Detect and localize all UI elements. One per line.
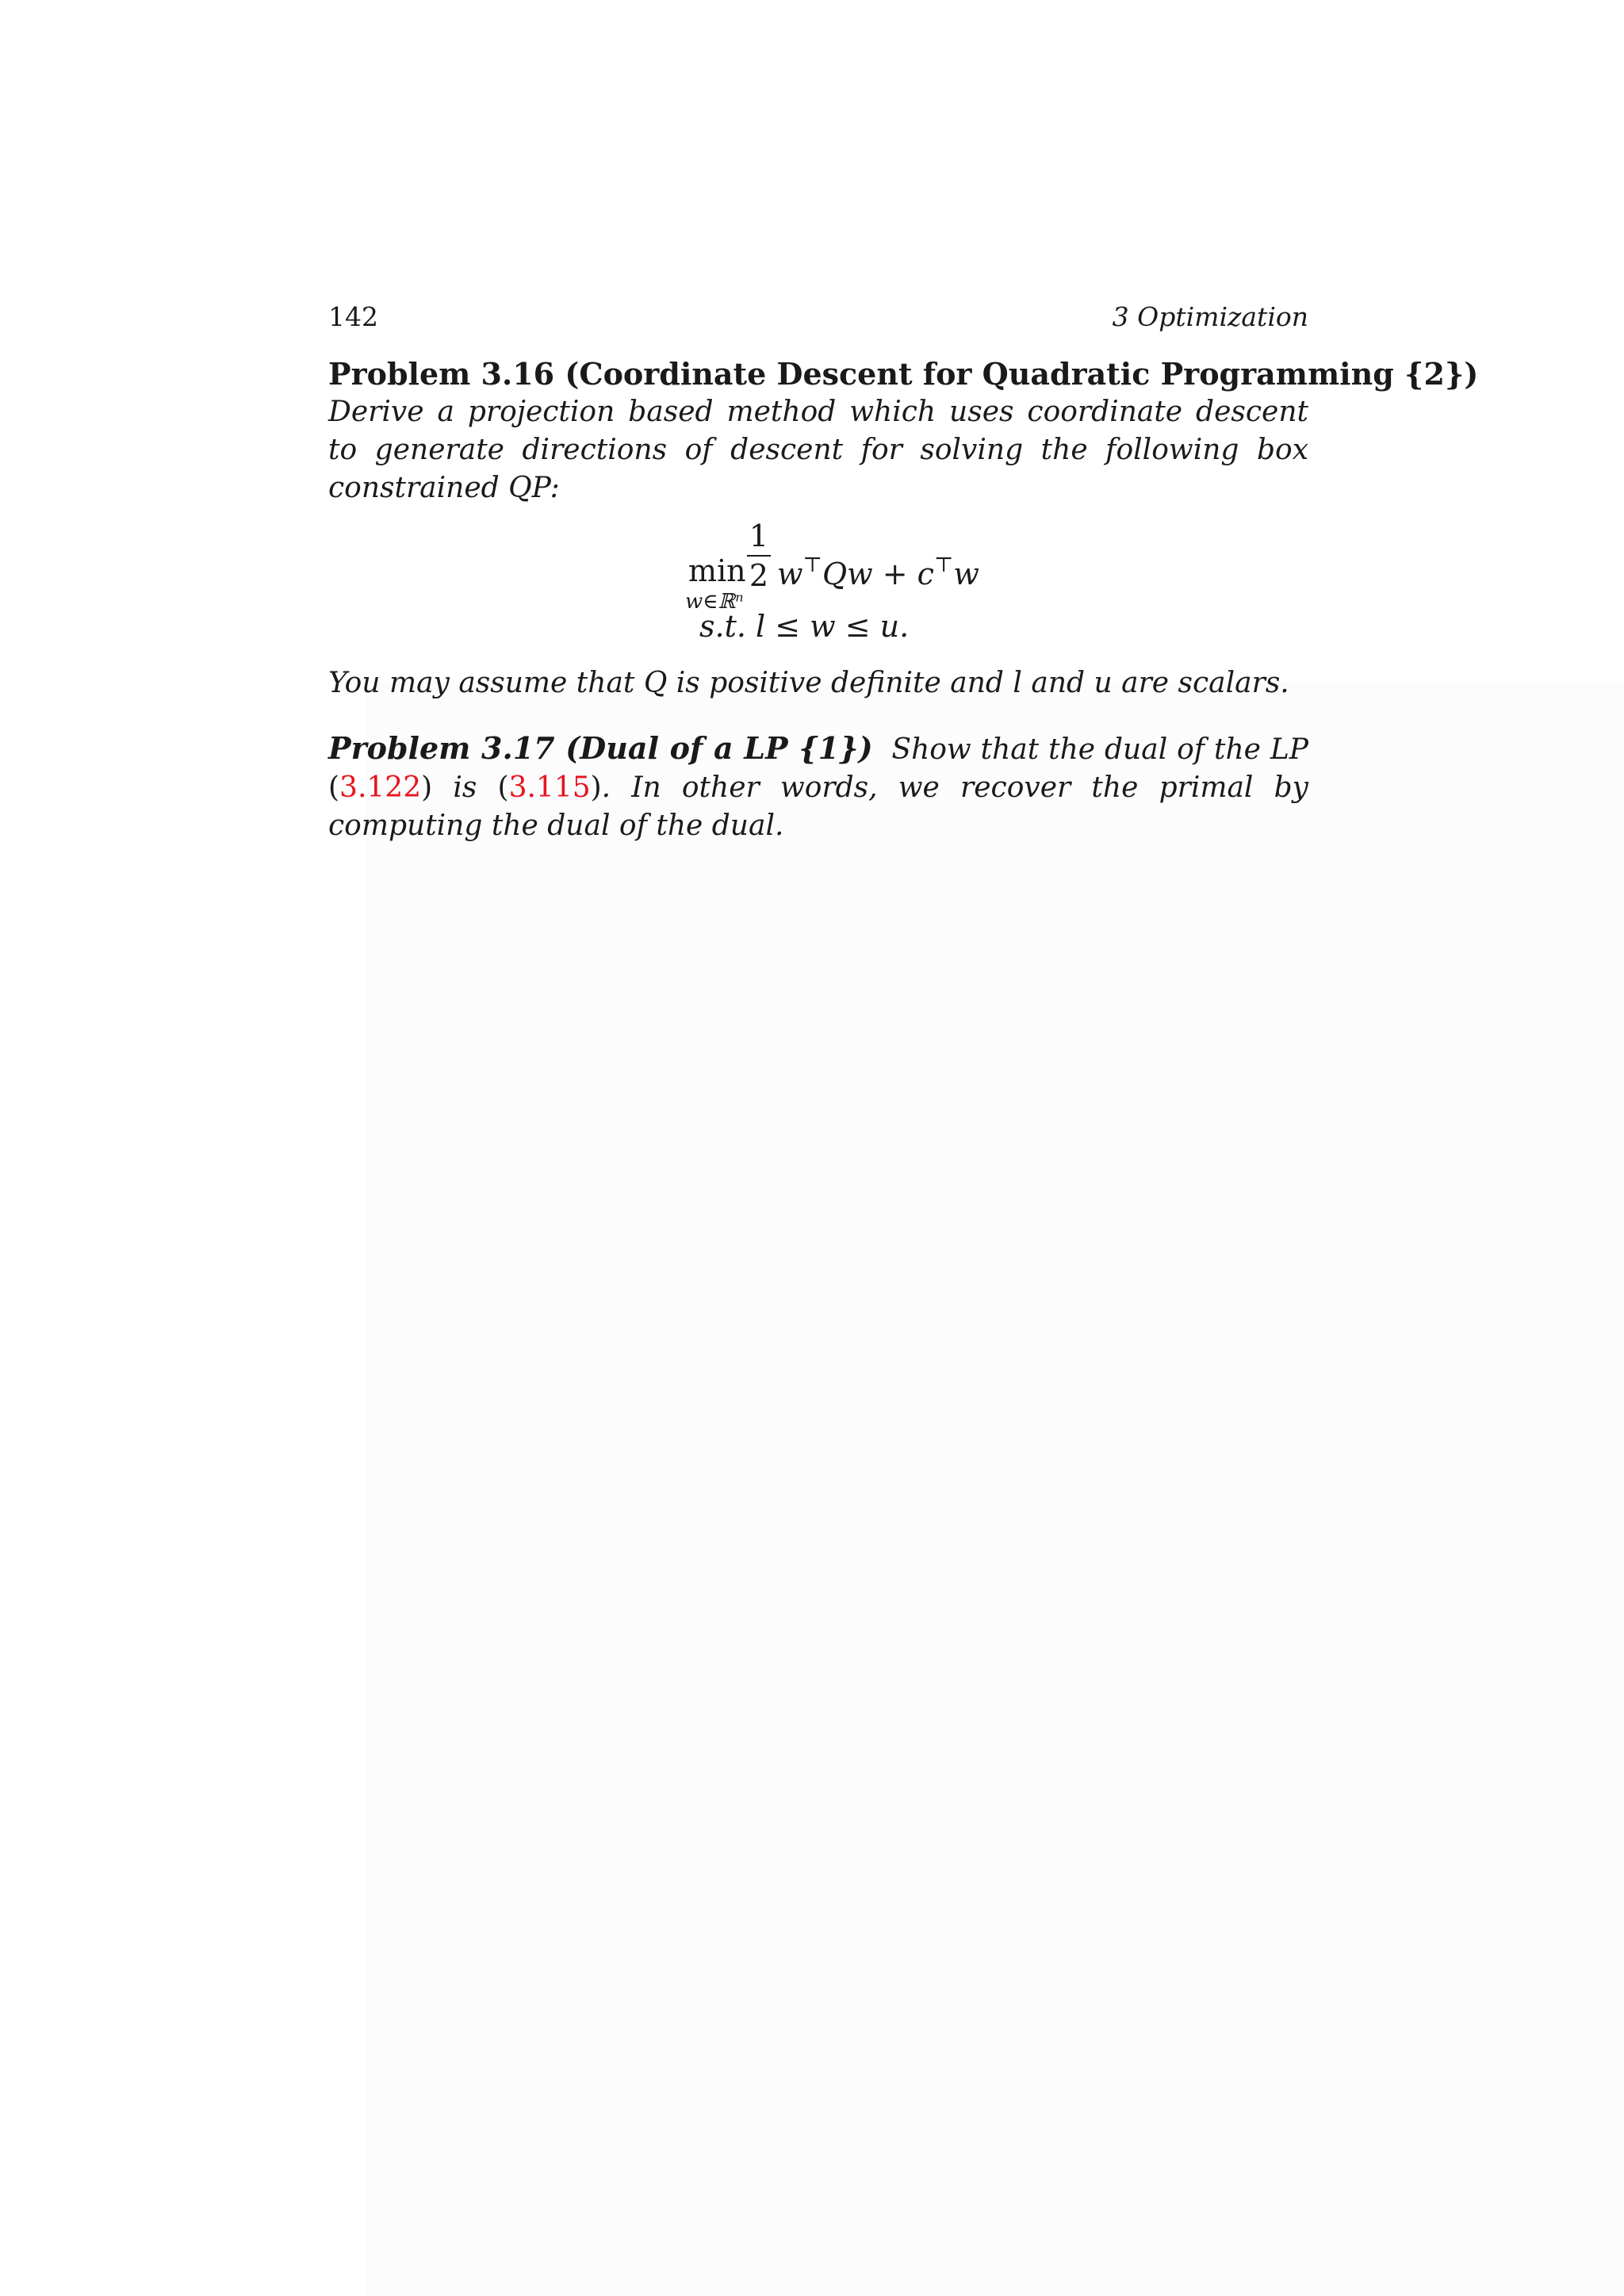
page-number: 142 [328,301,378,332]
problem-3-17-text-b: is [432,771,498,804]
eq-transpose: ⊤ [802,553,822,577]
problem-3-17: Problem 3.17 (Dual of a LP {1}) Show that the dual of the LP (3.122) is (3.115). In other words, we recover the primal by computing the dual of the dual. [328,730,1309,842]
problem-3-16-assumption: You may assume that Q is positive definite and l and u are scalars. [328,667,1289,699]
qp-equation [328,515,1308,644]
problem-3-16-statement: Derive a projection based method which uses coordinate descent to generate directions of descent for solving the following box constrained QP: [328,396,1308,504]
eq-fraction [747,519,771,593]
problem-3-17-text-a: Show that the dual of the LP [891,733,1309,766]
eq-fraction-denominator: 2 [749,558,769,593]
eq-transpose-2: ⊤ [933,553,954,577]
problem-3-17-text-c: . In other words, we recover the primal by computing the dual of the dual. [328,771,1309,842]
eq-objective-w: w [777,557,803,591]
page-background-shade [366,682,1624,2296]
eq-min-operator: min [688,553,746,588]
eq-objective-mid: Qw + c [822,557,934,591]
eq-constraint: s.t. l ≤ w ≤ u. [699,609,910,644]
eq-min-subscript: w∈ℝⁿ [685,590,744,614]
chapter-title: 3 Optimization [1112,301,1308,332]
eq-objective [777,553,979,591]
equation-reference-3-122[interactable]: 3.122 [339,771,422,804]
document-page [328,293,1479,845]
problem-3-16-title: Problem 3.16 (Coordinate Descent for Quadratic Programming {2}) [328,356,1479,392]
eq-fraction-numerator: 1 [749,519,769,553]
problem-3-16 [328,355,1479,702]
eq-objective-end: w [953,557,979,591]
problem-3-17-title: Problem 3.17 (Dual of a LP {1}) [328,730,873,766]
running-head [328,293,1308,341]
equation-reference-3-115[interactable]: 3.115 [508,771,591,804]
eq-fraction-bar [747,555,771,557]
